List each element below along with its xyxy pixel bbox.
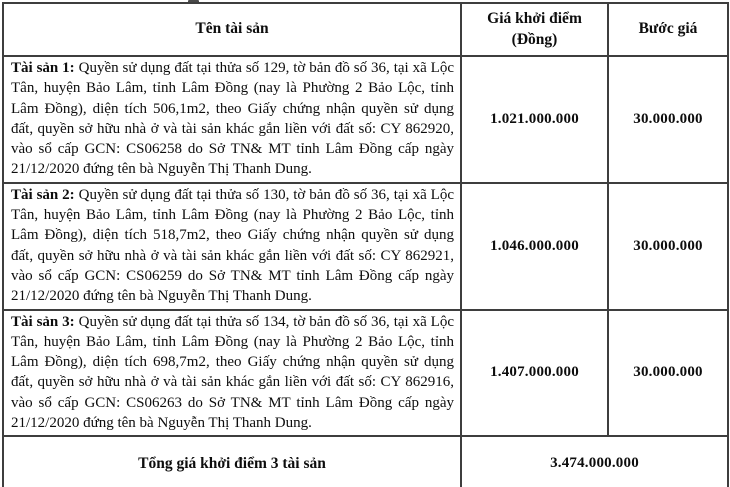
asset-3-price-step: 30.000.000 <box>608 310 728 437</box>
asset-3-description: Quyền sử dụng đất tại thửa số 134, tờ bản đồ số 36, tại xã Lộc Tân, huyện Bảo Lâm, tỉnh Lâm Đồng (nay là Phường 2 Bảo Lộc, tỉnh Lâm Đồng), diện tích 698,7m2, theo Giấy chứng nhận quyền sử dụng đất, quyền sở hữu nhà ở và tài sản khác gắn liền với đất số: CY 862916, vào sổ cấp GCN: CS06263 do Sở TN& MT tỉnh Lâm Đồng cấp ngày 21/12/2020 đứng tên bà Nguyễn Thị Thanh Dung. <box>11 313 454 432</box>
total-label: Tổng giá khởi điểm 3 tài sản <box>3 436 461 487</box>
header-starting-price <box>461 3 608 56</box>
asset-1-label: Tài sản 1: <box>11 60 75 76</box>
asset-2-starting-price: 1.046.000.000 <box>461 183 608 310</box>
asset-1-starting-price: 1.021.000.000 <box>461 56 608 183</box>
asset-table <box>2 2 729 487</box>
asset-3-description-cell <box>3 310 461 437</box>
header-price-step: Bước giá <box>608 3 728 56</box>
asset-2-price-step: 30.000.000 <box>608 183 728 310</box>
total-value: 3.474.000.000 <box>461 436 728 487</box>
asset-2-description: Quyền sử dụng đất tại thửa số 130, tờ bản đồ số 36, tại xã Lộc Tân, huyện Bảo Lâm, tỉnh Lâm Đồng (nay là Phường 2 Bảo Lộc, tỉnh Lâm Đồng), diện tích 518,7m2, theo Giấy chứng nhận quyền sử dụng đất, quyền sở hữu nhà ở và tài sản khác gắn liền với đất số: CY 862921, vào sổ cấp GCN: CS06259 do Sở TN& MT tỉnh Lâm Đồng cấp ngày 21/12/2020 đứng tên bà Nguyễn Thị Thanh Dung. <box>11 186 454 305</box>
header-starting-price-line1: Giá khởi điểm <box>487 10 582 28</box>
asset-1-description: Quyền sử dụng đất tại thửa số 129, tờ bản đồ số 36, tại xã Lộc Tân, huyện Bảo Lâm, tỉnh Lâm Đồng (nay là Phường 2 Bảo Lộc, tỉnh Lâm Đồng), diện tích 506,1m2, theo Giấy chứng nhận quyền sử dụng đất, quyền sở hữu nhà ở và tài sản khác gắn liền với đất số: CY 862920, vào sổ cấp GCN: CS06258 do Sở TN& MT tỉnh Lâm Đồng cấp ngày 21/12/2020 đứng tên bà Nguyễn Thị Thanh Dung. <box>11 60 454 178</box>
asset-3-label: Tài sản 3: <box>11 313 75 330</box>
asset-1-price-step: 30.000.000 <box>608 56 728 183</box>
total-row <box>3 436 728 487</box>
table-row-asset-1 <box>3 56 728 183</box>
table-row-asset-2 <box>3 183 728 310</box>
asset-3-starting-price: 1.407.000.000 <box>461 310 608 437</box>
header-starting-price-line2: (Đồng) <box>511 30 558 48</box>
asset-1-description-cell <box>3 56 461 183</box>
header-row <box>3 3 728 56</box>
header-asset-name: Tên tài sản <box>3 3 461 56</box>
asset-2-description-cell <box>3 183 461 310</box>
asset-2-label: Tài sản 2: <box>11 186 75 203</box>
table-row-asset-3 <box>3 310 728 437</box>
